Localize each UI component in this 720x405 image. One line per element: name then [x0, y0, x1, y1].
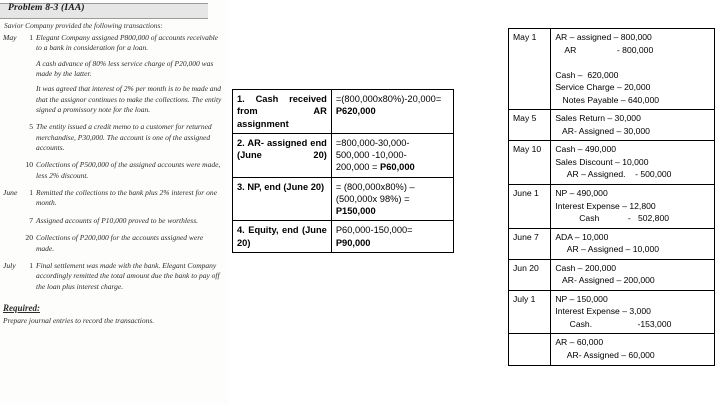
computation-value [331, 221, 453, 253]
entry-day: 1 [29, 33, 33, 42]
journal-line: AR - 800,000 [555, 44, 654, 55]
computation-result: P150,000 [335, 206, 376, 217]
journal-line: Interest Expense – 12,800 [555, 200, 656, 211]
computation-expression-line: (500,000x 98%) = [335, 193, 410, 204]
computation-expression: P60,000-150,000= [335, 225, 413, 236]
computation-expression-line: 200,000 = P60,000 [335, 162, 415, 173]
computation-result: P620,000 [335, 106, 376, 117]
page-title: Problem 8-3 (IAA) [8, 3, 85, 13]
list-item [0, 188, 228, 214]
journal-line: Notes Payable – 640,000 [555, 94, 660, 105]
journal-line: Service Charge – 20,000 [555, 82, 651, 93]
journal-date: May 1 [509, 29, 551, 110]
journal-line: Cash - 502,800 [555, 213, 670, 224]
entry-text [36, 216, 228, 231]
computation-value [331, 90, 453, 134]
table-row [233, 177, 454, 221]
computation-label: 2. AR- assigned end (June 20) [233, 133, 332, 177]
table-row [509, 141, 715, 185]
journal-line: Sales Return – 30,000 [555, 113, 641, 124]
table-row [233, 221, 454, 253]
table-row [509, 228, 715, 259]
journal-line: NP – 490,000 [555, 188, 608, 199]
table-row [509, 185, 715, 229]
problem-entries [0, 33, 228, 325]
list-item [0, 216, 228, 231]
computation-result: P60,000 [380, 162, 415, 173]
journal-line: Cash – 620,000 [555, 69, 619, 80]
computation-expression-line: 500,000 -10,000- [335, 150, 407, 161]
journal-line: AR- Assigned – 60,000 [555, 350, 655, 361]
entry-day: 1 [29, 260, 33, 270]
journal-entry [551, 110, 715, 141]
computation-result: P90,000 [335, 237, 371, 248]
problem-subtitle: Savior Company provided the following transactions: [4, 21, 163, 30]
journal-line: Cash – 490,000 [555, 144, 617, 155]
journal-line: AR – Assigned – 10,000 [555, 244, 660, 255]
entry-text [36, 160, 228, 186]
entry-paragraph: It was agreed that interest of 2% per month is to be made and that the assignor continues to make the collections. The entity signed a promissory note for the loan. [36, 84, 222, 115]
journal-entry [551, 185, 715, 229]
journal-line: NP – 150,000 [555, 293, 608, 304]
journal-entry [551, 29, 715, 110]
list-item [0, 233, 228, 259]
entry-text [36, 33, 228, 120]
required-text: Prepare journal entries to record the transactions. [3, 315, 155, 325]
entry-month: May [3, 33, 17, 42]
list-item [0, 33, 228, 120]
journal-entry [551, 334, 715, 365]
entry-paragraph: Collections of P500,000 of the assigned accounts were made, less 2% discount. [36, 160, 221, 180]
entry-text [36, 188, 228, 214]
journal-line: AR- Assigned – 200,000 [555, 275, 655, 286]
table-row [509, 29, 715, 110]
entry-paragraph: Assigned accounts of P10,000 proved to be worthless. [36, 215, 198, 225]
journal-line: Interest Expense – 3,000 [555, 306, 651, 317]
entry-month [0, 160, 22, 186]
list-item [0, 122, 228, 158]
entry-paragraph: Final settlement was made with the bank. Elegant Company accordingly remitted the total amount due the bank to pay off the loan plus interest charge. [36, 260, 220, 291]
entry-month [0, 233, 22, 259]
entry-text [36, 261, 228, 297]
journal-line: ADA – 10,000 [555, 231, 609, 242]
entry-text [36, 122, 228, 158]
journal-line: AR – assigned – 800,000 [555, 32, 652, 42]
entry-month [0, 216, 22, 231]
entry-text [36, 233, 228, 259]
list-item [0, 160, 228, 186]
entry-month: July [3, 260, 16, 270]
journal-date: May 5 [509, 110, 551, 141]
entry-month: June [3, 188, 18, 198]
journal-line: Cash. -153,000 [555, 318, 672, 329]
journal-date: June 7 [509, 228, 551, 259]
table-row [233, 133, 454, 177]
computation-label: 3. NP, end (June 20) [233, 177, 332, 221]
journal-entry [551, 141, 715, 185]
computation-expression-line: = (800,000x80%) – [335, 181, 415, 192]
journal-date: May 10 [509, 141, 551, 185]
list-item [0, 261, 228, 297]
computation-expression: =(800,000x80%)-20,000= [335, 94, 442, 104]
journal-line: AR- Assigned – 30,000 [555, 125, 650, 136]
journal-entry [551, 290, 715, 334]
journal-date: June 1 [509, 185, 551, 229]
entry-day: 5 [29, 122, 33, 132]
journal-line [555, 56, 711, 69]
table-row [509, 110, 715, 141]
journal-date: July 1 [509, 290, 551, 334]
entry-month [0, 122, 22, 158]
computation-label: 1. Cash received from AR assignment [233, 90, 332, 134]
entry-day: 1 [29, 188, 33, 198]
journal-date: Jun 20 [509, 259, 551, 290]
entry-paragraph: A cash advance of 80% less service charge of P20,000 was made by the latter. [36, 58, 214, 79]
journal-line: Sales Discount – 10,000 [555, 156, 649, 167]
computation-label: 4. Equity, end (June 20) [233, 221, 332, 253]
journal-line: Cash – 200,000 [555, 262, 617, 273]
entry-paragraph: The entity issued a credit memo to a customer for returned merchandise, P30,000. The account is one of the assigned accounts. [36, 122, 212, 153]
entry-day: 7 [29, 215, 33, 225]
scanned-problem-panel [0, 0, 228, 405]
computation-expression-line: =800,000-30,000- [335, 137, 410, 148]
table-row [509, 290, 715, 334]
computations-table [232, 89, 454, 253]
journal-entries-table [508, 28, 715, 366]
entry-paragraph: Collections of P200,000 for the accounts assigned were made. [36, 233, 204, 253]
journal-date [509, 334, 551, 365]
required-heading: Required: [3, 302, 40, 313]
journal-entry [551, 259, 715, 290]
computation-value [331, 133, 453, 177]
computation-value [331, 177, 453, 221]
entry-paragraph: Remitted the collections to the bank plus 2% interest for one month. [36, 188, 217, 208]
table-row [509, 334, 715, 365]
journal-entry [551, 228, 715, 259]
entry-day: 20 [25, 233, 33, 243]
table-row [233, 90, 454, 134]
table-row [509, 259, 715, 290]
entry-day: 10 [25, 160, 33, 170]
journal-line: AR – 60,000 [555, 337, 604, 348]
journal-line: AR – Assigned. - 500,000 [555, 169, 672, 180]
entry-paragraph: Elegant Company assigned P800,000 of accounts receivable to a bank in consideration for a loan. [36, 33, 218, 53]
